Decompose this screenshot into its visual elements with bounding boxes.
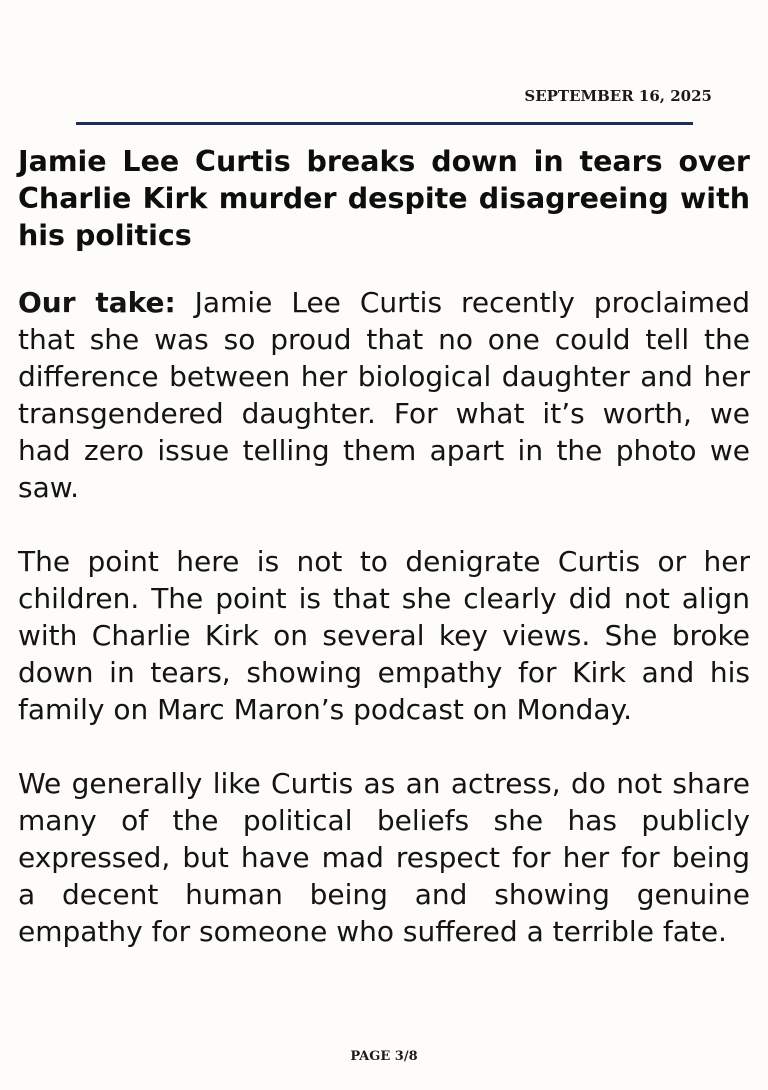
article-body: [18, 284, 750, 987]
page-number: PAGE 3/8: [350, 1049, 418, 1064]
article-paragraph: We generally like Curtis as an actress, do not share many of the political beliefs she has publicly expressed, but have mad respect for her for being a decent human being and showing genuine empathy for someone who suffered a terrible fate.: [18, 767, 750, 948]
article-paragraph: [18, 284, 750, 506]
article-headline: Jamie Lee Curtis breaks down in tears over Charlie Kirk murder despite disagreeing with his politics: [18, 145, 750, 252]
article-paragraph: The point here is not to denigrate Curtis or her children. The point is that she clearly did not align with Charlie Kirk on several key views. She broke down in tears, showing empathy for Kirk and his family on Marc Maron’s podcast on Monday.: [18, 545, 750, 726]
header-divider: [76, 122, 693, 125]
our-take-label: Our take:: [18, 286, 176, 319]
publication-date: SEPTEMBER 16, 2025: [524, 87, 712, 105]
paragraph-text: Jamie Lee Curtis recently proclaimed that she was so proud that no one could tell the difference between her biological daughter and her transgendered daughter. For what it’s worth, we had zero issue telling them apart in the photo we saw.: [18, 286, 750, 504]
